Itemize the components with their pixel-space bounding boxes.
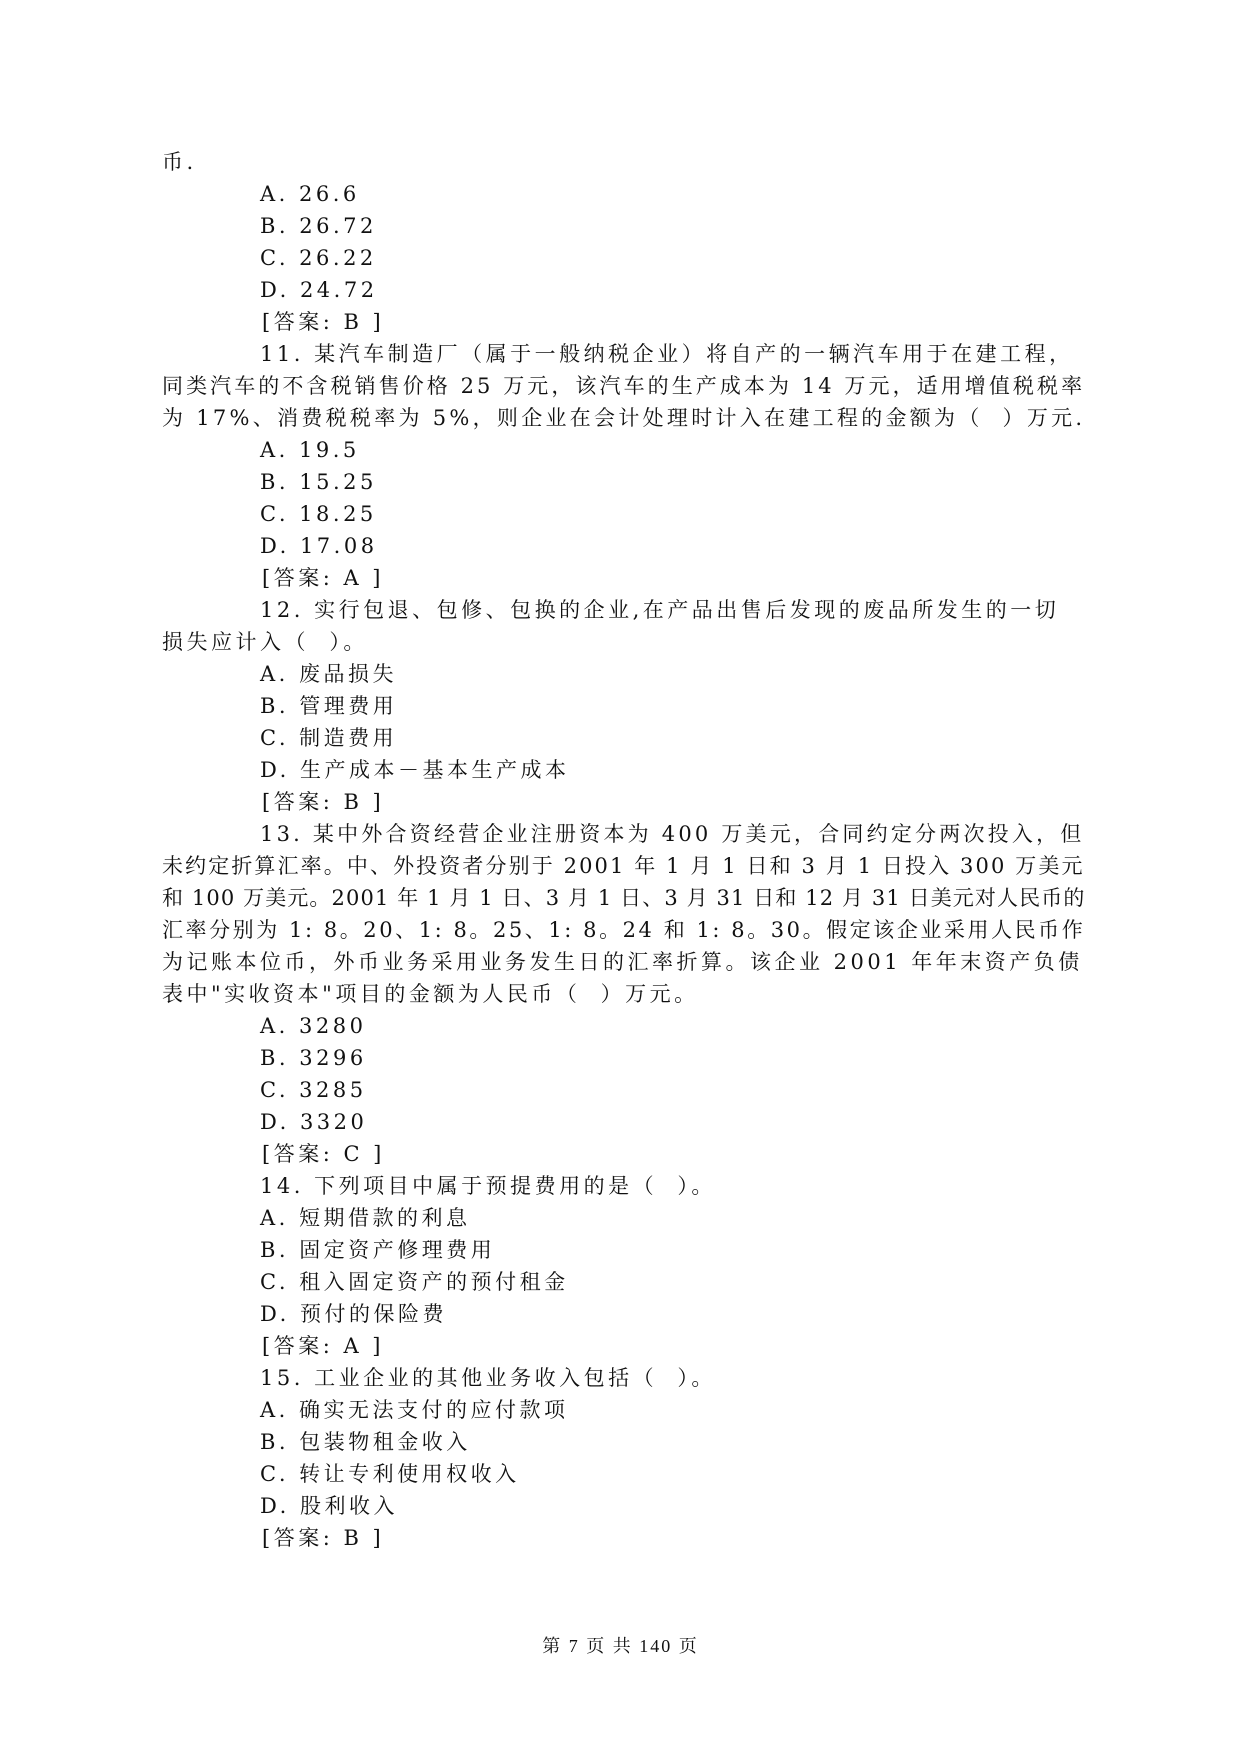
question-13-text: 汇率分别为 1: 8。20、1: 8。25、1: 8。24 和 1: 8。30。假定该企业采用人民币作 (162, 918, 1086, 942)
question-13-text: 表中"实收资本"项目的金额为人民币（ ）万元。 (162, 982, 699, 1006)
option-a: A. 废品损失 (260, 662, 398, 686)
answer: [答案: A ] (262, 566, 384, 590)
option-a: A. 19.5 (260, 438, 360, 462)
question-13-text: 未约定折算汇率。中、外投资者分别于 2001 年 1 月 1 日和 3 月 1 日投入 300 万美元 (162, 854, 1085, 878)
option-d: D. 24.72 (260, 278, 378, 302)
question-11-text: 同类汽车的不含税销售价格 25 万元，该汽车的生产成本为 14 万元，适用增值税税率 (162, 374, 1086, 398)
option-b: B. 15.25 (260, 470, 377, 494)
question-15-text: 15. 工业企业的其他业务收入包括（ ）。 (260, 1366, 716, 1390)
option-b: B. 3296 (260, 1046, 367, 1070)
option-c: C. 3285 (260, 1078, 367, 1102)
option-b: B. 包装物租金收入 (260, 1430, 471, 1454)
option-b: B. 固定资产修理费用 (260, 1238, 496, 1262)
question-14-text: 14. 下列项目中属于预提费用的是（ ）。 (260, 1174, 716, 1198)
answer: [答案: C ] (262, 1142, 385, 1166)
option-d: D. 生产成本－基本生产成本 (260, 758, 570, 782)
question-11-text: 为 17%、消费税税率为 5%，则企业在会计处理时计入在建工程的金额为（ ）万元. (162, 406, 1086, 430)
page-footer: 第 7 页 共 140 页 (542, 1636, 699, 1656)
option-d: D. 预付的保险费 (260, 1302, 447, 1326)
question-13-text: 13. 某中外合资经营企业注册资本为 400 万美元，合同约定分两次投入，但 (260, 822, 1085, 846)
option-a: A. 短期借款的利息 (260, 1206, 471, 1230)
option-c: C. 18.25 (260, 502, 377, 526)
option-a: A. 3280 (260, 1014, 367, 1038)
question-13-text: 和 100 万美元。2001 年 1 月 1 日、3 月 1 日、3 月 31 日和 12 月 31 日美元对人民币的 (162, 886, 1086, 910)
option-d: D. 17.08 (260, 534, 378, 558)
question-12-text: 损失应计入（ ）。 (162, 630, 368, 654)
question-11-text: 11. 某汽车制造厂（属于一般纳税企业）将自产的一辆汽车用于在建工程， (260, 342, 1074, 366)
answer: [答案: B ] (262, 790, 385, 814)
text-line: 币. (162, 150, 197, 174)
option-c: C. 租入固定资产的预付租金 (260, 1270, 569, 1294)
option-a: A. 确实无法支付的应付款项 (260, 1398, 569, 1422)
answer: [答案: B ] (262, 1526, 385, 1550)
option-d: D. 股利收入 (260, 1494, 398, 1518)
option-b: B. 26.72 (260, 214, 377, 238)
option-b: B. 管理费用 (260, 694, 398, 718)
question-13-text: 为记账本位币，外币业务采用业务发生日的汇率折算。该企业 2001 年年末资产负债 (162, 950, 1083, 974)
answer: [答案: B ] (262, 310, 385, 334)
option-c: C. 制造费用 (260, 726, 398, 750)
answer: [答案: A ] (262, 1334, 384, 1358)
question-12-text: 12. 实行包退、包修、包换的企业,在产品出售后发现的废品所发生的一切 (260, 598, 1060, 622)
option-c: C. 26.22 (260, 246, 377, 270)
option-c: C. 转让专利使用权收入 (260, 1462, 520, 1486)
option-a: A. 26.6 (260, 182, 360, 206)
option-d: D. 3320 (260, 1110, 368, 1134)
